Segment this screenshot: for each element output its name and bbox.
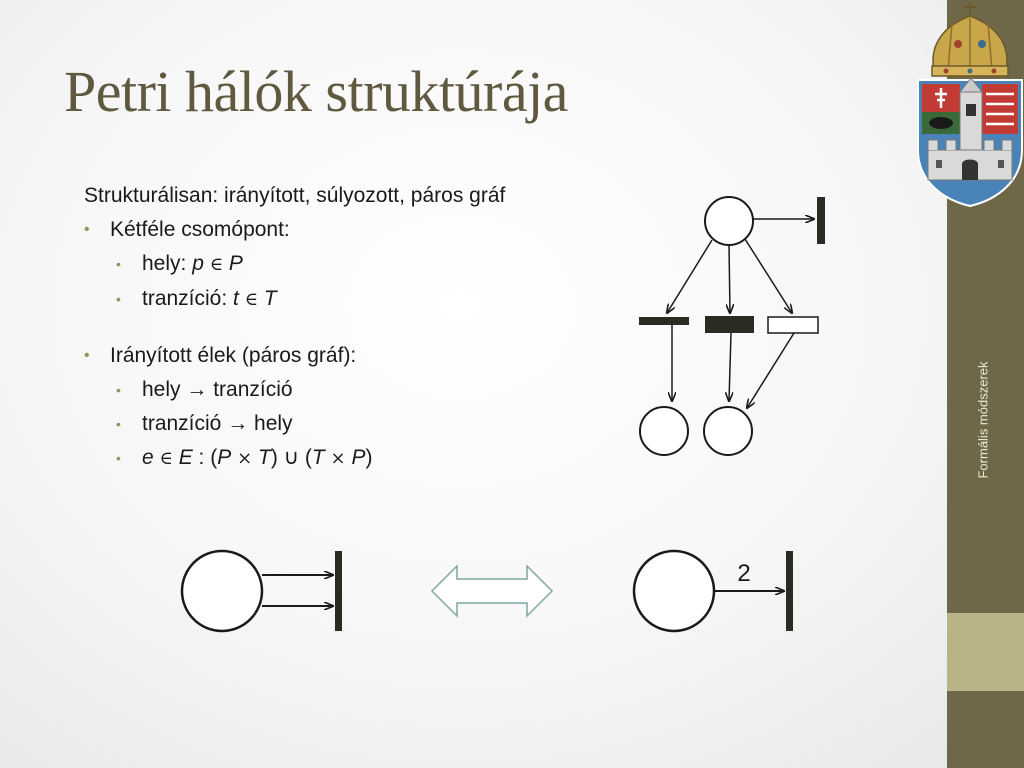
transition-label: tranzíció:	[142, 287, 234, 310]
edge-def-p1: P	[217, 446, 232, 469]
edge-variable: e	[142, 446, 154, 469]
transition-thick	[705, 316, 754, 333]
sidebar-accent-block	[947, 613, 1024, 691]
edge-def-t1: T	[258, 446, 271, 469]
arc-place-to-transition-middle	[729, 245, 730, 313]
bullet-edges-text: Irányított élek (páros gráf):	[110, 344, 357, 367]
weighted-arc-example	[634, 551, 793, 631]
university-crest-logo	[916, 0, 1024, 208]
element-of-symbol: ∈	[209, 254, 224, 275]
place-parallel	[182, 551, 262, 631]
edge-place-to-transition-text: hely → tranzíció	[142, 378, 293, 401]
place-bottom-left	[640, 407, 688, 455]
transition-parallel	[335, 551, 342, 631]
place-bottom-right	[704, 407, 752, 455]
petri-net-example	[639, 197, 825, 455]
times-symbol: ×	[237, 448, 253, 469]
place-top	[705, 197, 753, 245]
element-of-symbol: ∈	[159, 448, 173, 469]
transition-thin	[639, 317, 689, 325]
edge-def-end: )	[365, 446, 373, 469]
transition-set: T	[263, 287, 277, 310]
transition-variable: t	[233, 287, 239, 310]
transition-weighted	[786, 551, 793, 631]
edge-def-p2: P	[351, 446, 366, 469]
place-weighted	[634, 551, 714, 631]
edge-set: E	[178, 446, 193, 469]
edge-def-mid: ) ∪ (	[270, 446, 312, 469]
arc-transition-thick-to-place	[729, 333, 731, 401]
place-label: hely:	[142, 252, 193, 275]
lead-paragraph: Strukturálisan: irányított, súlyozott, páros gráf	[84, 184, 506, 207]
element-of-symbol: ∈	[244, 289, 259, 310]
equivalence-double-arrow-icon	[432, 566, 552, 616]
place-set: P	[228, 252, 243, 275]
sidebar-footer-label: Formális módszerek	[975, 361, 991, 479]
arc-weight-label: 2	[737, 560, 751, 587]
arc-transition-empty-to-place	[747, 333, 794, 408]
arc-place-to-transition-left	[667, 240, 712, 313]
times-symbol: ×	[330, 448, 346, 469]
shield-icon	[918, 78, 1022, 206]
edge-def-colon: : (	[192, 446, 218, 469]
edge-transition-to-place-text: tranzíció → hely	[142, 412, 293, 435]
transition-vertical	[817, 197, 825, 244]
transition-empty	[768, 317, 818, 333]
crown-icon	[932, 2, 1008, 76]
arc-place-to-transition-empty	[745, 239, 792, 313]
parallel-arcs-example	[182, 551, 342, 631]
place-variable: p	[192, 252, 204, 275]
slide-title: Petri hálók struktúrája	[64, 59, 568, 124]
edge-def-t2: T	[311, 446, 325, 469]
bullet-node-types-text: Kétféle csomópont:	[110, 218, 290, 241]
